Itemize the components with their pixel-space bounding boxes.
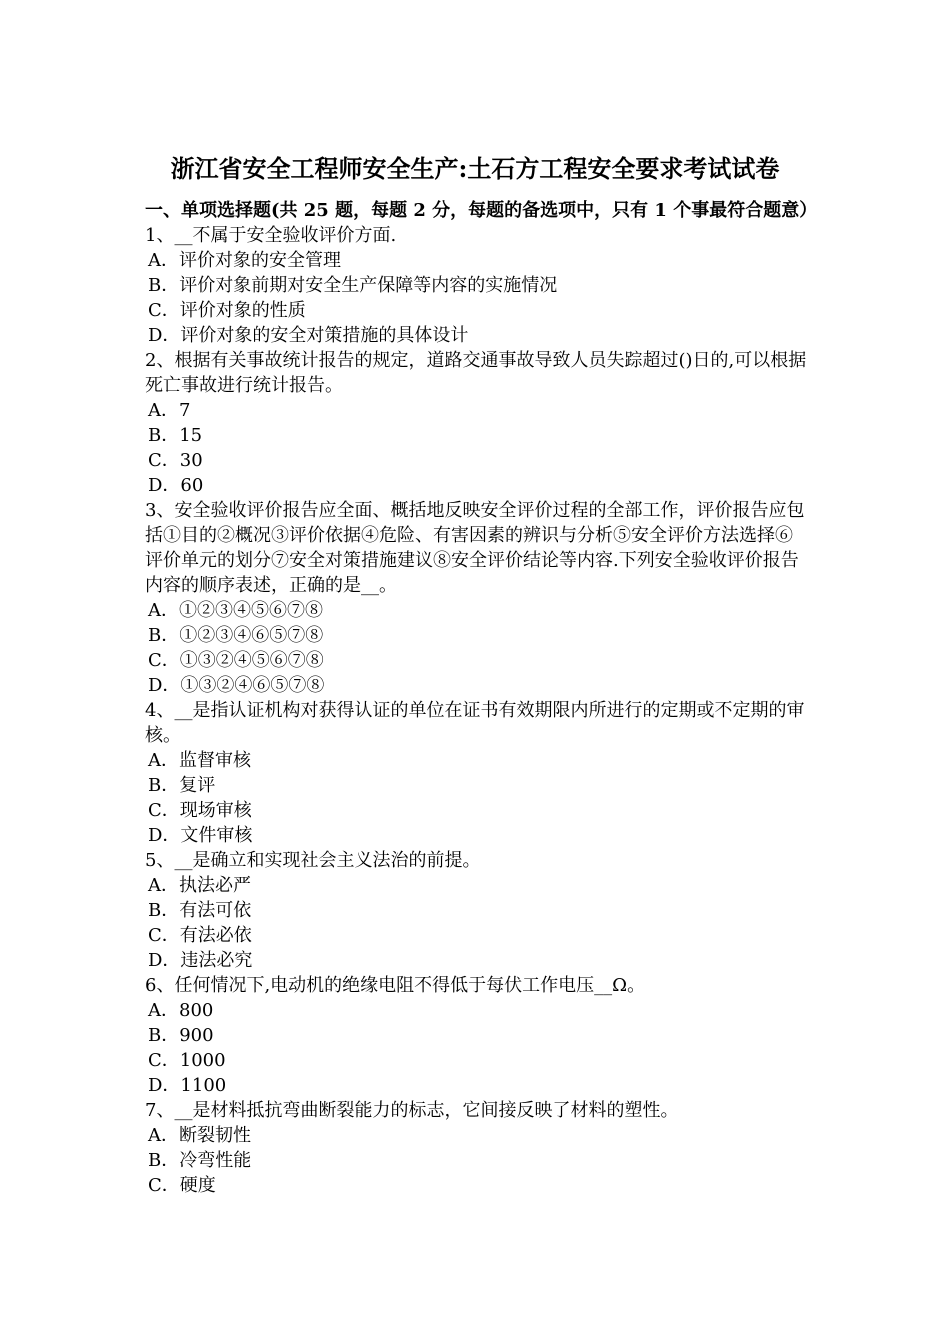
option-c: C．硬度 bbox=[148, 1175, 216, 1196]
question-stem: 6、任何情况下,电动机的绝缘电阻不得低于每伏工作电压__Ω。 bbox=[145, 975, 646, 996]
question-6 bbox=[145, 973, 810, 1098]
question-stem: 4、__是指认证机构对获得认证的单位在证书有效期限内所进行的定期或不定期的审核。 bbox=[145, 700, 805, 746]
option-b: B．冷弯性能 bbox=[148, 1150, 252, 1171]
option-d: D．60 bbox=[148, 475, 204, 496]
option-c: C．评价对象的性质 bbox=[148, 300, 306, 321]
option-c: C．①③②④⑤⑥⑦⑧ bbox=[148, 650, 324, 671]
question-5 bbox=[145, 848, 810, 973]
question-stem: 2、根据有关事故统计报告的规定，道路交通事故导致人员失踪超过()日的,可以根据死亡事故进行统计报告。 bbox=[145, 350, 807, 396]
question-stem: 1、__不属于安全验收评价方面. bbox=[145, 225, 397, 246]
question-2 bbox=[145, 348, 810, 498]
page-title: 浙江省安全工程师安全生产:土石方工程安全要求考试试卷 bbox=[170, 154, 780, 183]
option-b: B．900 bbox=[148, 1025, 214, 1046]
question-4 bbox=[145, 698, 810, 848]
option-b: B．①②③④⑥⑤⑦⑧ bbox=[148, 625, 324, 646]
option-a: A．监督审核 bbox=[148, 750, 251, 771]
exam-content bbox=[145, 198, 818, 1198]
option-b: B．有法可依 bbox=[148, 900, 252, 921]
option-c: C．有法必依 bbox=[148, 925, 252, 946]
option-a: A．800 bbox=[148, 1000, 214, 1021]
question-3 bbox=[145, 498, 810, 698]
option-a: A．①②③④⑤⑥⑦⑧ bbox=[148, 600, 323, 621]
option-a: A．评价对象的安全管理 bbox=[148, 250, 341, 271]
option-a: A．7 bbox=[148, 400, 191, 421]
option-a: A．执法必严 bbox=[148, 875, 251, 896]
option-d: D．评价对象的安全对策措施的具体设计 bbox=[148, 325, 469, 346]
option-b: B．复评 bbox=[148, 775, 216, 796]
option-d: D．文件审核 bbox=[148, 825, 253, 846]
question-stem: 3、安全验收评价报告应全面、概括地反映安全评价过程的全部工作，评价报告应包括①目的②概况③评价依据④危险、有害因素的辨识与分析⑤安全评价方法选择⑥评价单元的划分⑦安全对策措施建议⑧安全评价结论等内容.下列安全验收评价报告内容的顺序表述，正确的是__。 bbox=[145, 500, 805, 596]
option-d: D．1100 bbox=[148, 1075, 227, 1096]
section-heading: 一、单项选择题(共 25 题，每题 2 分，每题的备选项中，只有 1 个事最符合题意） bbox=[145, 200, 818, 221]
question-1 bbox=[145, 223, 810, 348]
option-c: C．1000 bbox=[148, 1050, 226, 1071]
option-d: D．①③②④⑥⑤⑦⑧ bbox=[148, 675, 325, 696]
question-stem: 5、__是确立和实现社会主义法治的前提。 bbox=[145, 850, 481, 871]
option-c: C．30 bbox=[148, 450, 203, 471]
option-b: B．评价对象前期对安全生产保障等内容的实施情况 bbox=[148, 275, 558, 296]
option-d: D．违法必究 bbox=[148, 950, 253, 971]
option-a: A．断裂韧性 bbox=[148, 1125, 251, 1146]
option-c: C．现场审核 bbox=[148, 800, 252, 821]
question-7 bbox=[145, 1098, 810, 1198]
option-b: B．15 bbox=[148, 425, 203, 446]
question-stem: 7、__是材料抵抗弯曲断裂能力的标志，它间接反映了材料的塑性。 bbox=[145, 1100, 679, 1121]
